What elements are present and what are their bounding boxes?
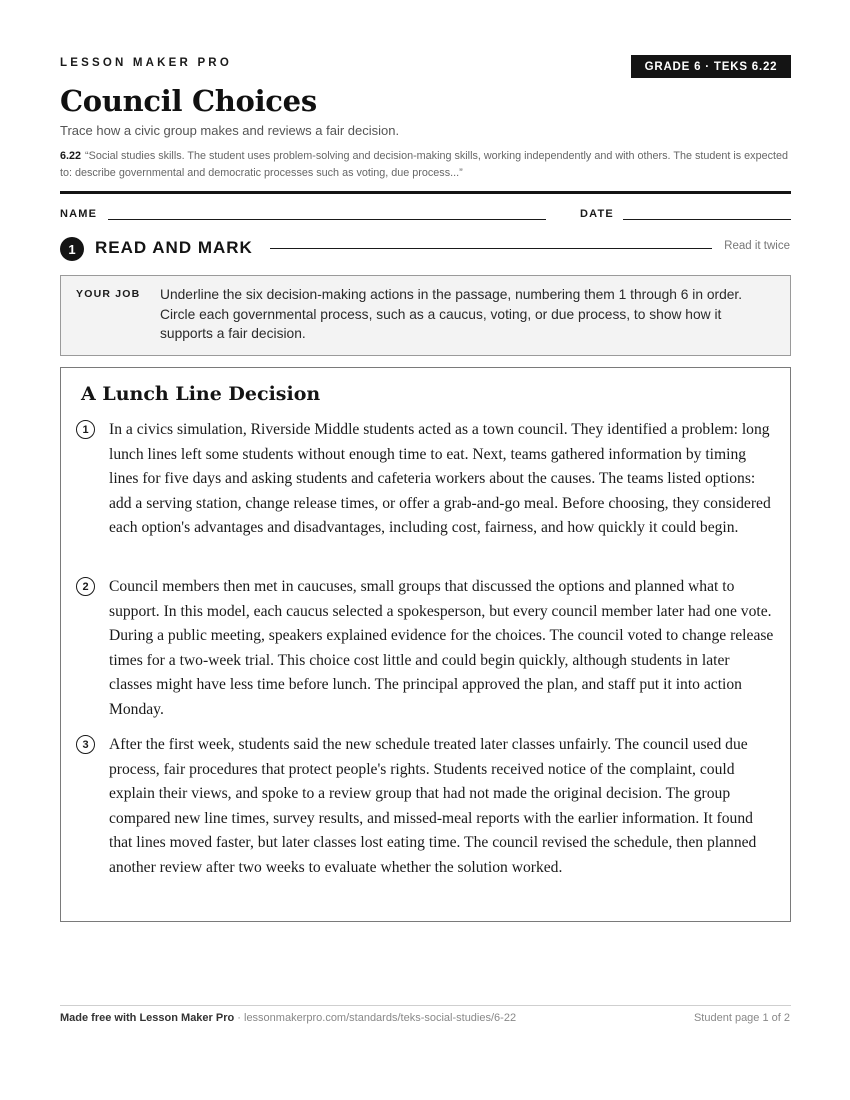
instructions-text: Underline the six decision-making actions in the passage, numbering them 1 through 6 in order. Circle each governmental process, such as a caucus, voting, or due process, to show how it supports a fair decision. <box>160 287 743 341</box>
passage-paragraph[interactable]: After the first week, students said the new schedule treated later classes unfairly. The council used due process, fair procedures that protect people's rights. Students received notice of the complaint, could explain their views, and spoke to a review group that had not made the original decision. The group compared new line times, survey results, and missed-meal reports with the earlier information. It found that lines moved faster, but later classes lost eating time. The council revised the schedule, then planned another review after two weeks to evaluate whether the solution worked. <box>109 736 757 876</box>
passage-paragraph[interactable]: In a civics simulation, Riverside Middle students acted as a town council. They identified a problem: long lunch lines left some students without enough time to eat. Next, teams gathered information by timing lines for five days and asking students and cafeteria workers about the causes. The teams listed options: add a serving station, change release times, or offer a grab-and-go meal. Before choosing, they considered each option's advantages and disadvantages, including cost, fairness, and how quickly it could begin. <box>109 421 771 537</box>
paragraph-marker: 3 <box>76 735 95 754</box>
page-title: Council Choices <box>60 84 317 118</box>
grade-badge: GRADE 6 · TEKS 6.22 <box>631 55 791 78</box>
name-field[interactable] <box>108 219 546 220</box>
section-title: READ AND MARK <box>95 238 253 257</box>
footer-url[interactable]: lessonmakerpro.com/standards/teks-social-studies/6-22 <box>244 1012 517 1024</box>
reading-passage <box>60 367 791 922</box>
name-label: NAME <box>60 208 98 220</box>
instructions-box <box>60 275 791 356</box>
section-note: Read it twice <box>724 240 790 252</box>
standard-quote <box>60 148 790 182</box>
footer-separator: · <box>234 1012 244 1024</box>
standard-code: 6.22 <box>60 150 82 162</box>
paragraph-marker: 2 <box>76 577 95 596</box>
standard-text: “Social studies skills. The student uses problem-solving and decision-making skills, working independently and with others. The student is expected to: describe governmental and democratic processes such as voting, due process...” <box>60 150 788 179</box>
footer-made-with: Made free with Lesson Maker Pro <box>60 1012 235 1024</box>
page-subtitle: Trace how a civic group makes and reviews a fair decision. <box>60 123 400 138</box>
header-divider <box>60 191 791 194</box>
instructions-label: YOUR JOB <box>76 288 141 300</box>
date-field[interactable] <box>623 219 791 220</box>
passage-title: A Lunch Line Decision <box>81 383 321 405</box>
section-number-badge: 1 <box>60 237 84 261</box>
brand-name: LESSON MAKER PRO <box>60 57 232 69</box>
date-label: DATE <box>580 208 614 220</box>
paragraph-marker: 1 <box>76 420 95 439</box>
section-divider <box>270 248 712 249</box>
footer-divider <box>60 1005 791 1006</box>
passage-paragraph[interactable]: Council members then met in caucuses, small groups that discussed the options and planned what to support. In this model, each caucus selected a spokesperson, but every council member later had one vote. During a public meeting, speakers explained evidence for the choices. The council voted to change release times for a two-week trial. This choice cost little and could begin quickly, although students in later classes might have less time before lunch. The principal approved the plan, and staff put it into action Monday. <box>109 578 774 718</box>
footer-credit <box>60 1012 516 1024</box>
page-number: Student page 1 of 2 <box>693 1012 790 1024</box>
